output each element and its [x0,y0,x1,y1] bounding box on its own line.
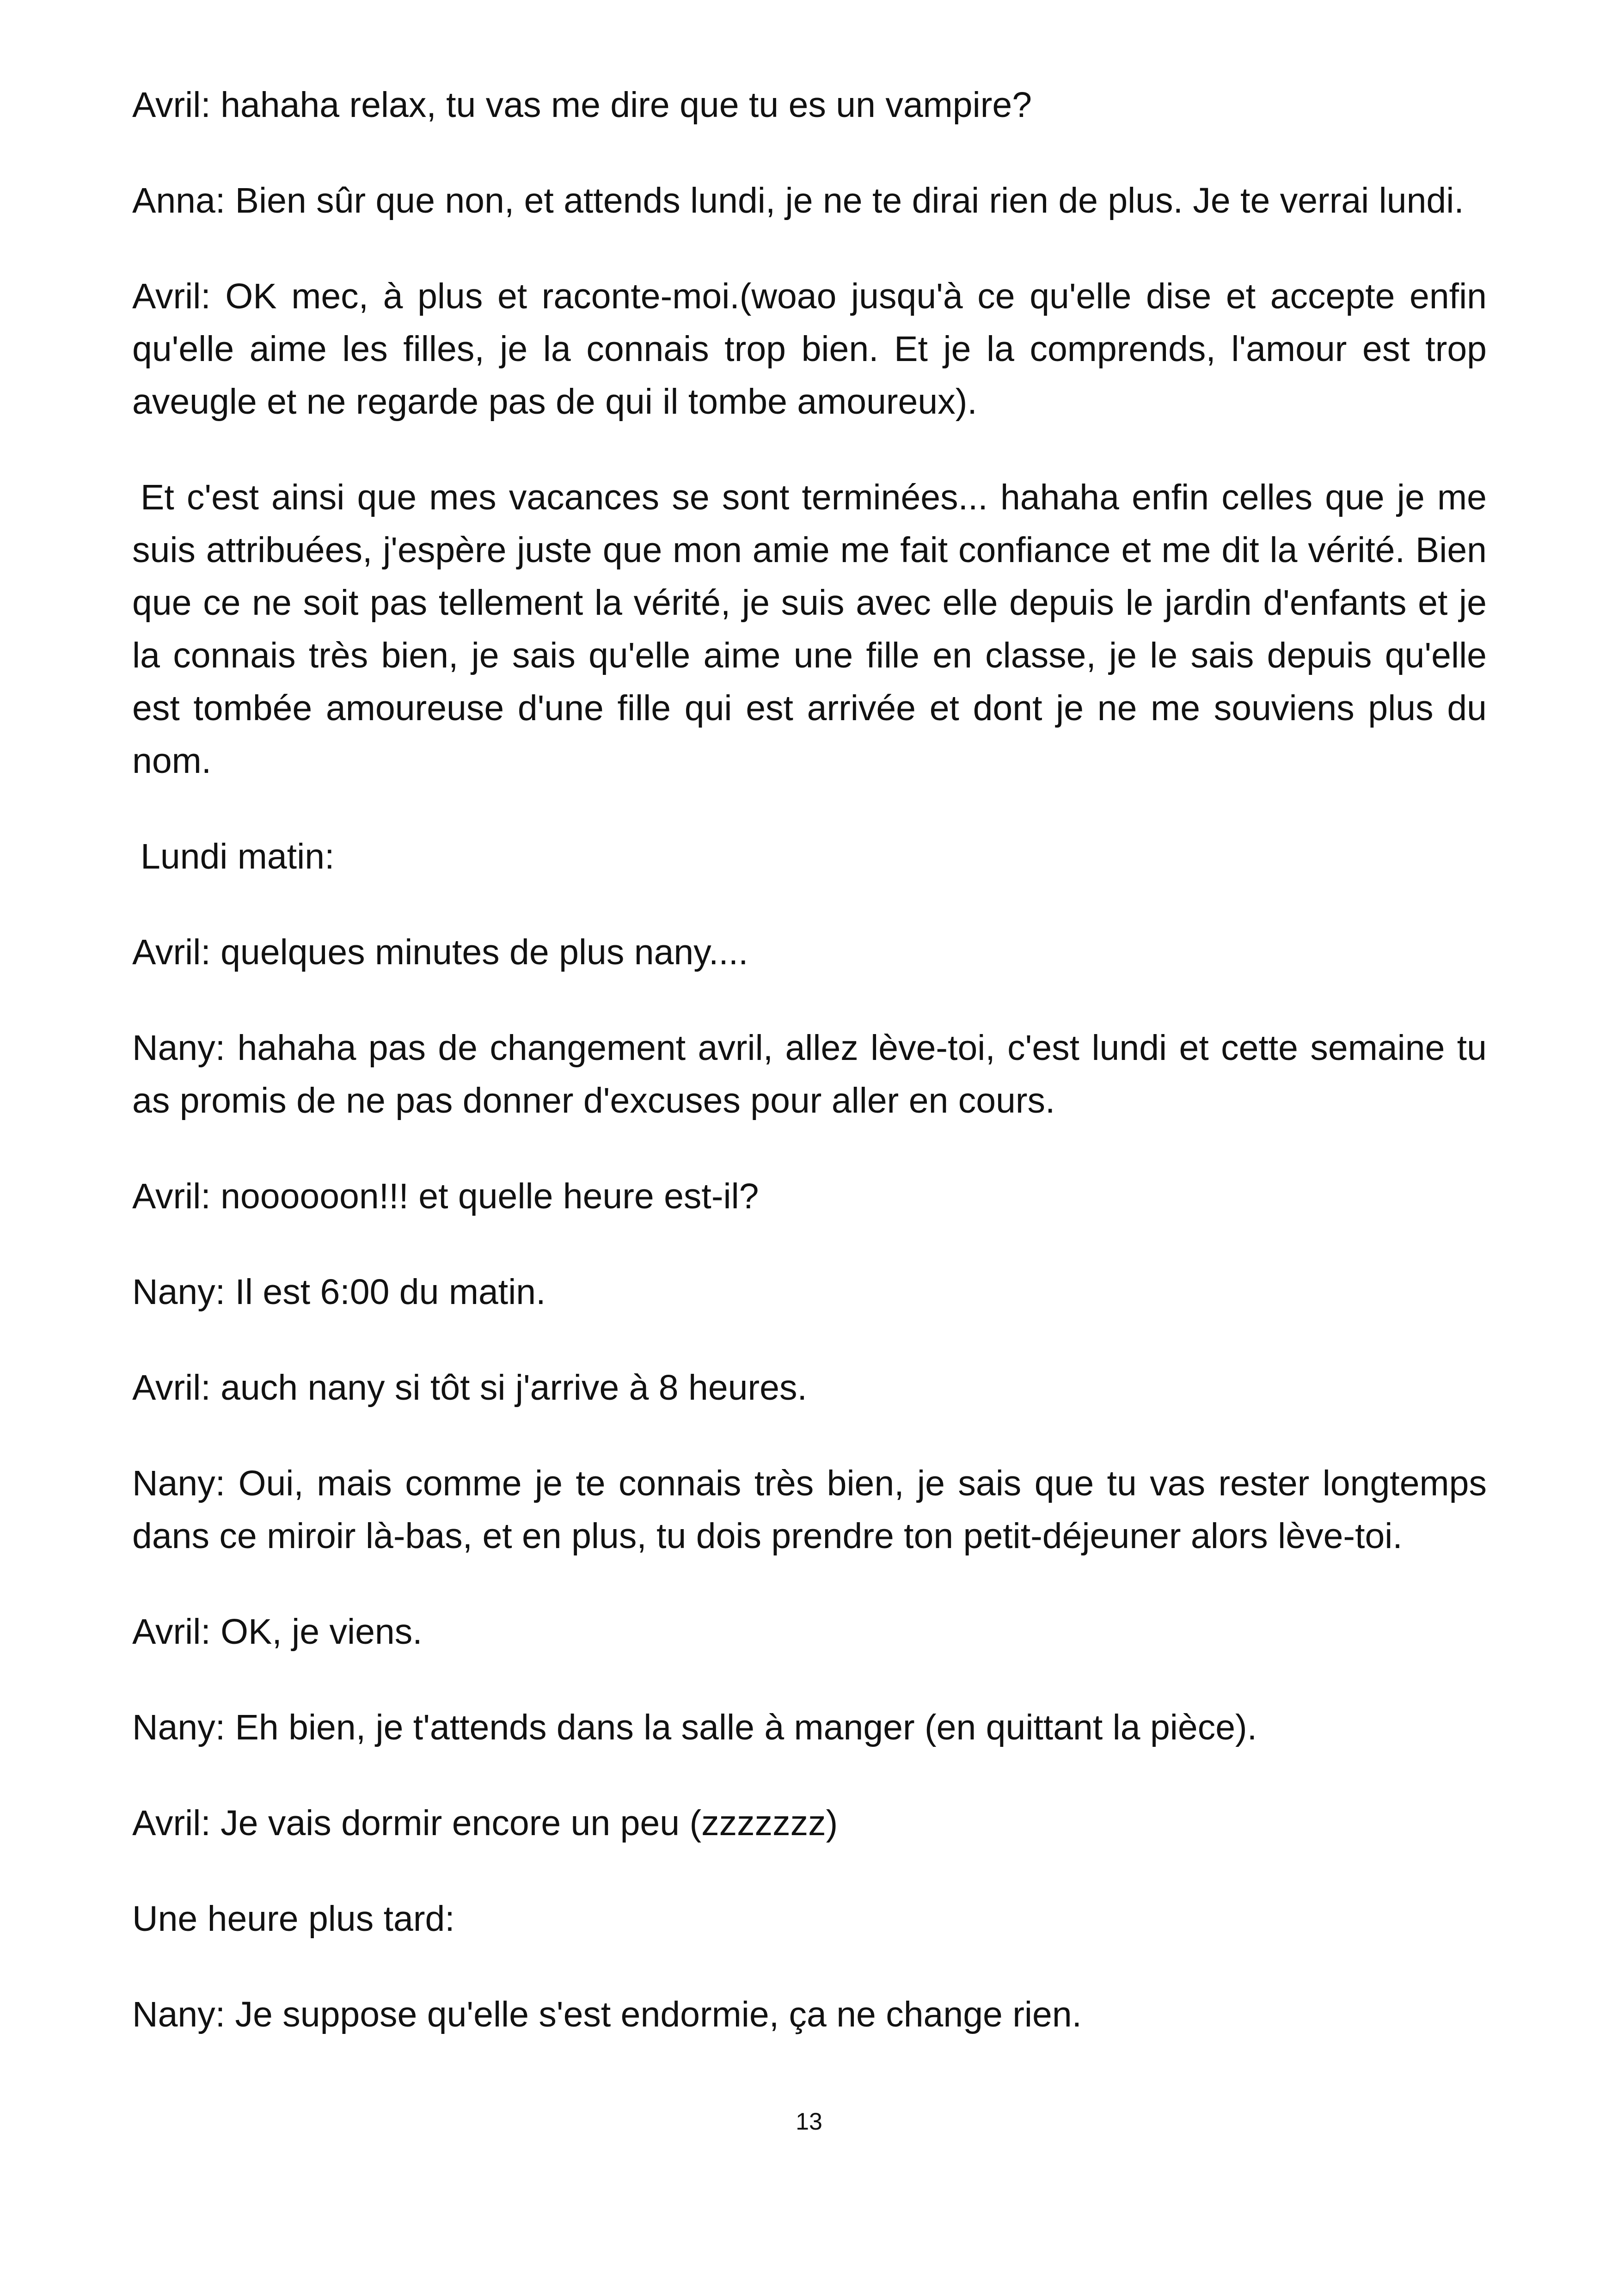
paragraph-13: Nany: Eh bien, je t'attends dans la salle à manger (en quittant la pièce). [132,1708,1257,1747]
paragraph-2: Anna: Bien sûr que non, et attends lundi, je ne te dirai rien de plus. Je te verrai lundi. [132,181,1464,220]
paragraph-16: Nany: Je suppose qu'elle s'est endormie, ça ne change rien. [132,1995,1082,2034]
paragraph-7: Nany: hahaha pas de changement avril, allez lève-toi, c'est lundi et cette semaine tu as promis de ne pas donner d'excuses pour aller en cours. [132,1028,1487,1120]
paragraph-5: Lundi matin: [141,837,335,876]
paragraph-14: Avril: Je vais dormir encore un peu (zzzzzzz) [132,1803,838,1843]
paragraph-4: Et c'est ainsi que mes vacances se sont terminées... hahaha enfin celles que je me suis attribuées, j'espère juste que mon amie me fait confiance et me dit la vérité. Bien que ce ne soit pas tellement la vérité, je suis avec elle depuis le jardin d'enfants et je la connais très bien, je sais qu'elle aime une fille en classe, je le sais depuis qu'elle est tombée amoureuse d'une fille qui est arrivée et dont je ne me souviens plus du nom. [132,478,1487,781]
paragraph-12: Avril: OK, je viens. [132,1612,423,1652]
paragraph-10: Avril: auch nany si tôt si j'arrive à 8 heures. [132,1368,807,1408]
paragraph-8: Avril: noooooon!!! et quelle heure est-il? [132,1176,759,1216]
paragraph-6: Avril: quelques minutes de plus nany.... [132,932,748,972]
paragraph-3: Avril: OK mec, à plus et raconte-moi.(woao jusqu'à ce qu'elle dise et accepte enfin qu'elle aime les filles, je la connais trop bien. Et je la comprends, l'amour est trop aveugle et ne regarde pas de qui il tombe amoureux). [132,276,1487,422]
paragraph-15: Une heure plus tard: [132,1899,455,1939]
page-number: 13 [796,2108,822,2135]
paragraph-11: Nany: Oui, mais comme je te connais très bien, je sais que tu vas rester longtemps dans ce miroir là-bas, et en plus, tu dois prendre ton petit-déjeuner alors lève-toi. [132,1463,1487,1556]
paragraph-1: Avril: hahaha relax, tu vas me dire que tu es un vampire? [132,85,1032,125]
text-column [132,79,1487,2084]
paragraph-9: Nany: Il est 6:00 du matin. [132,1272,546,1312]
